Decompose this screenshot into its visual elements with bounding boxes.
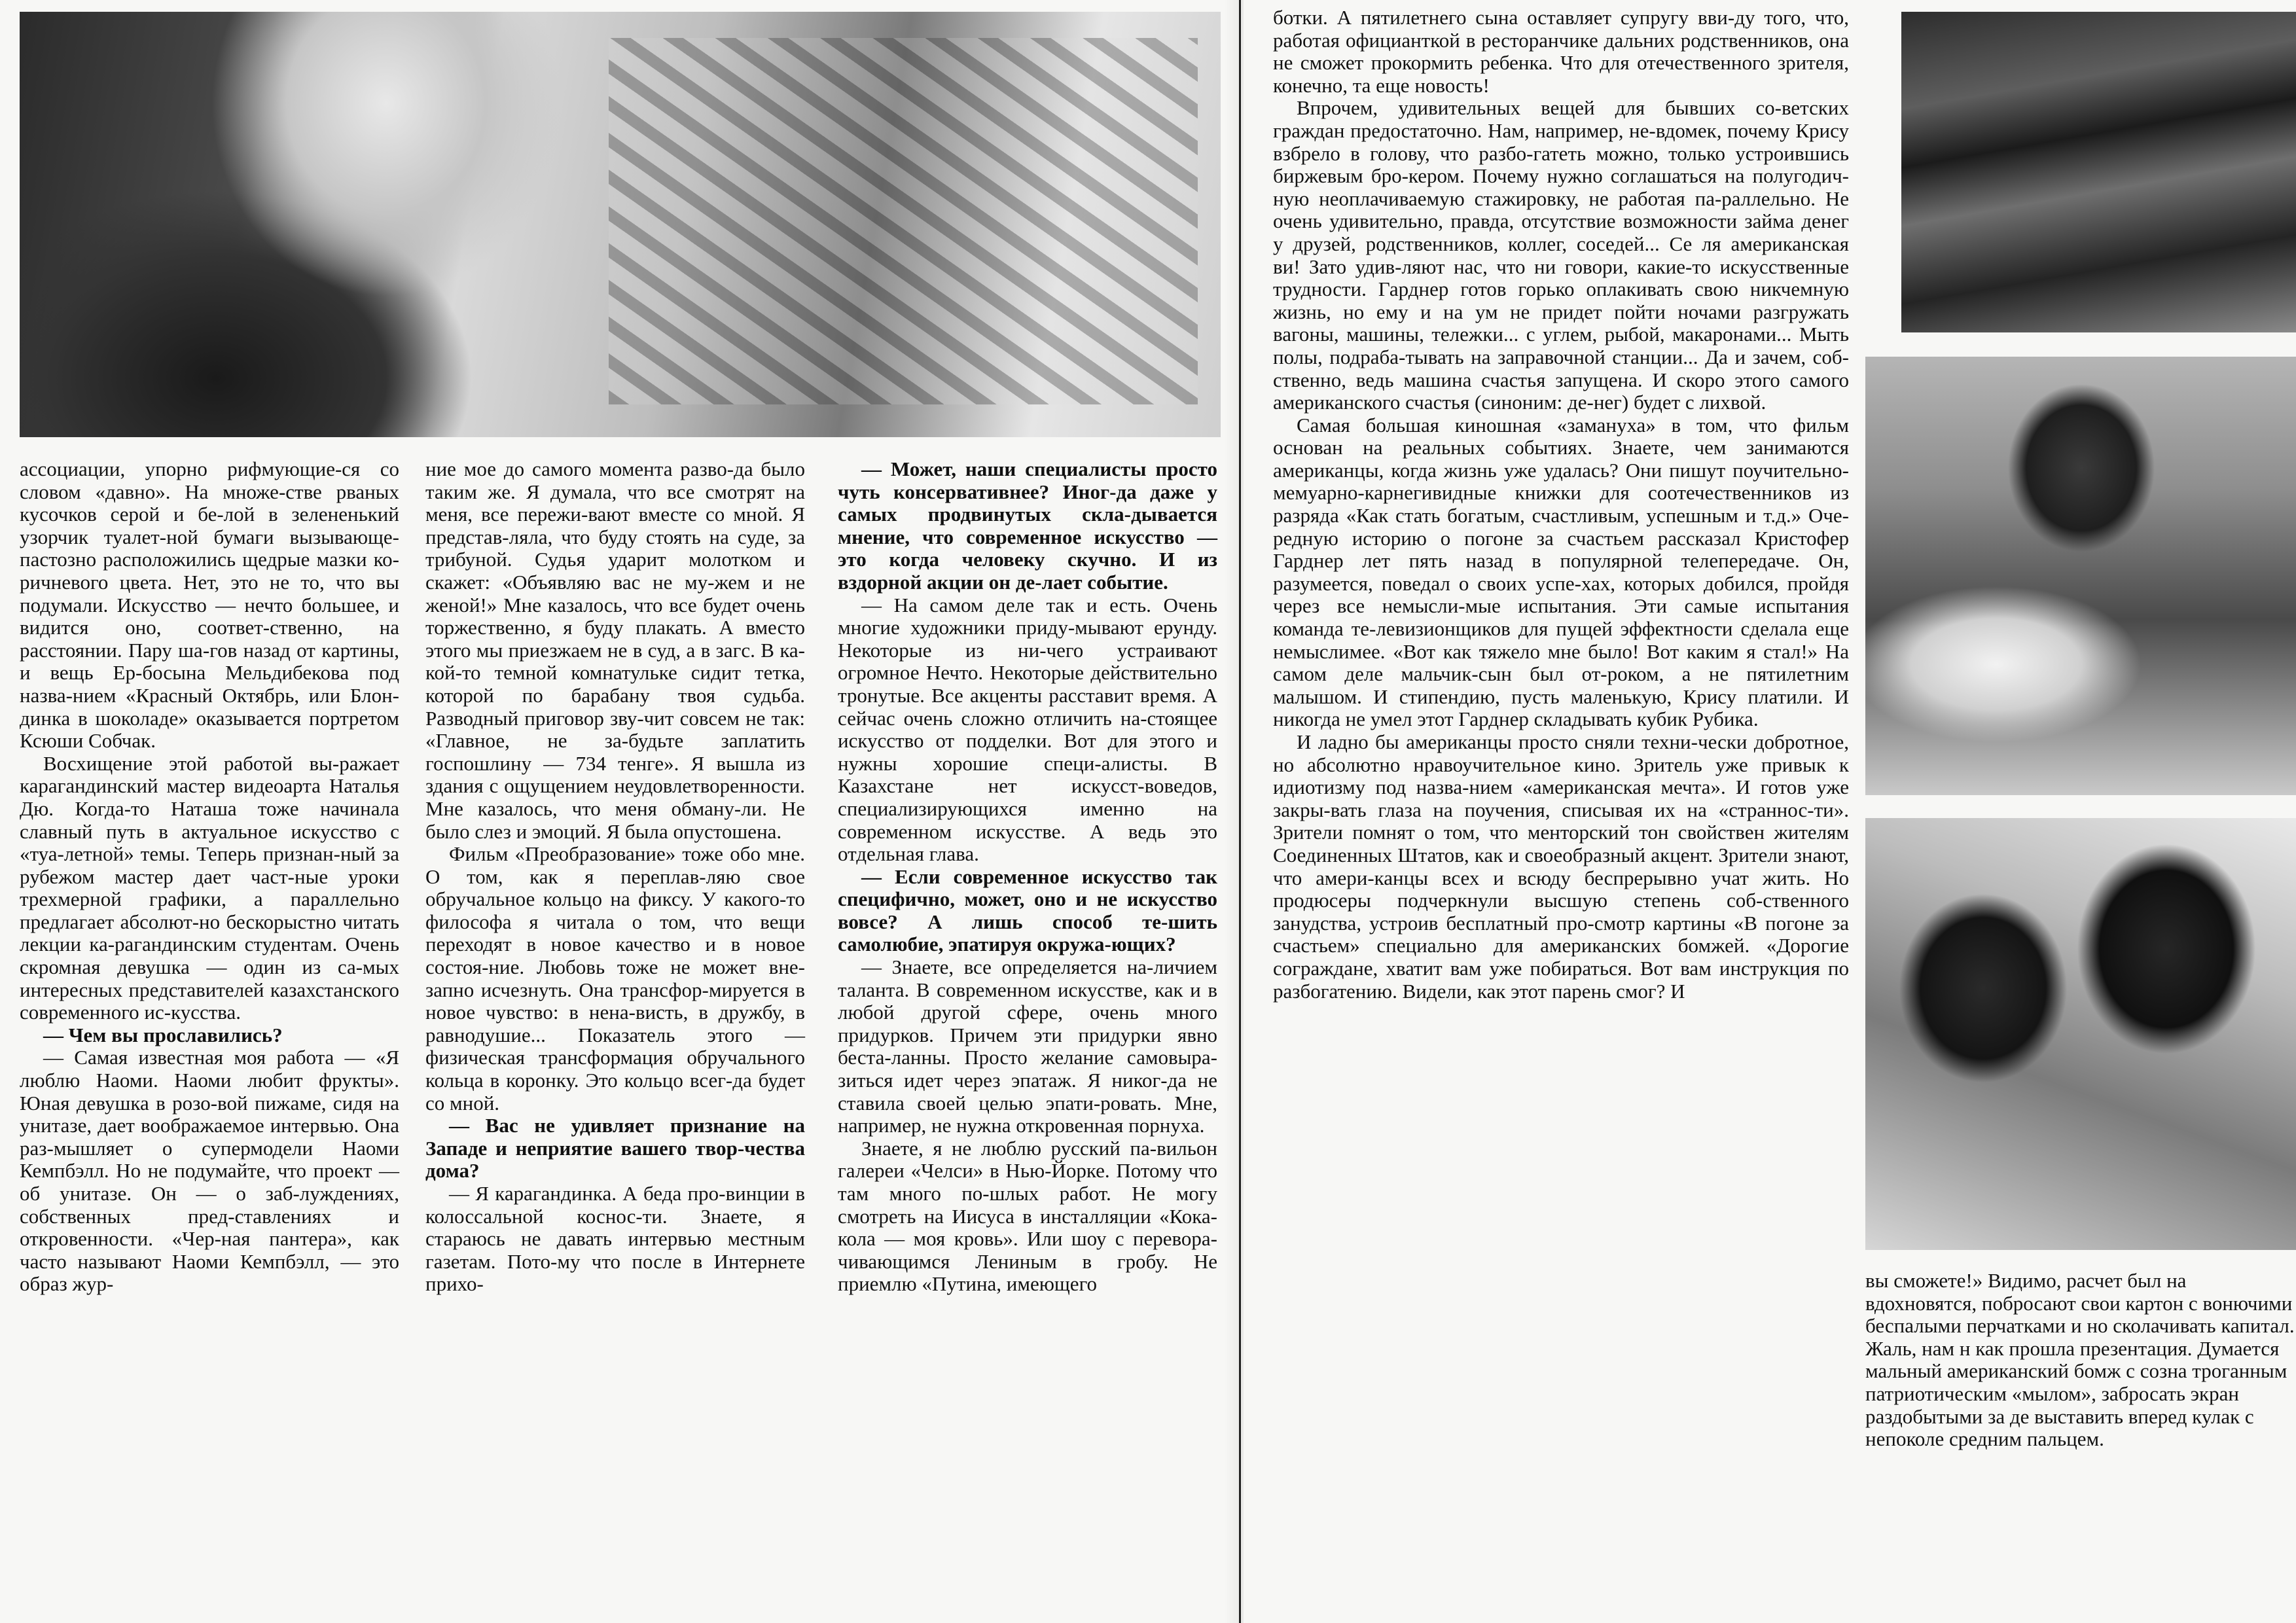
top-photo-girl [20,12,1221,437]
right-page [1247,0,2296,1623]
article-column-main [1273,7,1849,1003]
interview-question: — Вас не удивляет признание на Западе и неприятие вашего твор-чества дома? [425,1114,805,1183]
article-paragraph: Восхищение этой работой вы-ражает карагандинский мастер видеоарта Наталья Дю. Когда-то Наташа тоже начинала славный путь в актуальное искусство с «туа-летной» темы. Теперь признан-ный за рубежом мастер дает част-ные уроки трехмерной графики, а параллельно предлагает абсолют-но бескорыстно читать лекции ка-рагандинским студентам. Очень скромная девушка — один из са-мых интересных представителей казахстанского современного ис-кусства. [20,751,399,1024]
interview-question: — Чем вы прославились? [43,1023,283,1046]
article-paragraph: вы сможете!» Видимо, расчет был на вдохновятся, побросают свои картон с вонючими беспалыми перчатками и но сколачивать капитал. Жаль, нам н как прошла презентация. Думается мальный американский бомж с созна троганным патриотическим «мылом», забросать экран раздобытыми за де выставить вперед кулак с непоколе средним пальцем. [1865,1270,2295,1451]
article-paragraph: ботки. А пятилетнего сына оставляет супругу вви-ду того, что, работая официанткой в ресторанчике дальних родственников, она не сможет прокормить ребенка. Что для отечественного зрителя, конечно, та еще новость! [1273,6,1849,97]
article-column-1 [20,458,399,1296]
article-paragraph: Впрочем, удивительных вещей для бывших со-ветских граждан предостаточно. Нам, например, не-вдомек, почему Крису взбрело в голову, что разбо-гатеть можно, только устроившись биржевым бро-кером. Почему нужно соглашаться на полугодич-ную неоплачиваемую стажировку, не работая па-раллельно. Не очень удивительно, правда, отсутствие возможности займа денег у друзей, родственников, коллег, соседей... Се ля американская ви! Зато удив-ляют нас, что ни говори, какие-то искусственные трудности. Гарднер готов горько оплакивать свою никчемную жизнь, но ему и на ум не придет пойти ночами разгружать вагоны, машины, тележки... с углем, рыбой, макаронами... Мыть полы, подраба-тывать на заправочной станции... Да и зачем, соб-ственно, ведь машина счастья запущена. И скоро этого самого американского счастья (синоним: де-нег) будет с лихвой. [1273,96,1849,414]
photo-bench-child [1901,12,2296,332]
article-column-3 [838,458,1217,1296]
article-paragraph: ассоциации, упорно рифмующие-ся со словом «давно». На множе-стве рваных кусочков серой и бе-лой в зелененький узорчик туалет-ной бумаги вызывающе-пастозно расположились щедрые мазки ко-ричневого цвета. Нет, это не то, что вы подумали. Искусство — нечто большее, и видится оно, соответ-ственно, на расстоянии. Пару ша-гов назад от картины, и вещь Ер-босына Мельдибекова под назва-нием «Красный Октябрь, или Блон-динка в шоколаде» оказывается портретом Ксюши Собчак. [20,457,399,753]
interview-question: — Если современное искусство так специфично, может, оно и не искусство вовсе? А лишь способ те-шить самолюбие, эпатируя окружа-ющих? [838,865,1217,956]
article-paragraph: Самая большая киношная «замануха» в том, что фильм основан на реальных событиях. Знаете, чем занимаются американцы, когда жизнь уже удалась? Они пишут поучительно-мемуарно-карнегивидные книжки для соотечественников из разряда «Как стать богатым, счастливым, успешным и т.д.» Оче-редную историю о погоне за счастьем рассказал Кристофер Гарднер лет пять назад в популярной телепередаче. Он, разумеется, поведал о своих успе-хах, которых добился, пройдя через все немысли-мые испытания. Эти самые испытания команда те-левизионщиков для пущей эффектности сделала еще немыслимее. «Вот как тяжело мне было! Вот каким я стал!» На самом деле мальчик-сын был от-роком, а не пятилетним малышом. И стипендию, пусть маленькую, Крису платили. И никогда не умел этот Гарднер складывать кубик Рубика. [1273,413,1849,731]
page-divider [1239,0,1241,1623]
article-paragraph: И ладно бы американцы просто сняли техни-чески добротное, но абсолютно нравоучительное кино. Зритель уже привык к идиотизму под назва-нием «американская мечта». И готов уже закры-вать глаза на поучения, списывая их на «страннос-ти». Зрители помнят о том, что менторский тон свойствен жителям Соединенных Штатов, как и своеобразный акцент. Зрители знают, что амери-канцы всех и всюду беспрерывно учат жить. Но продюсеры подчеркнули высшую степень соб-ственного занудства, устроив бесплатный про-смотр картины «В погоне за счастьем» специально для американских бомжей. «Дорогие сограждане, хватит вам уже побираться. Вот вам инструкция по разбогатению. Видели, как этот парень смог? И [1273,730,1849,1003]
article-paragraph: Фильм «Преобразование» тоже обо мне. О том, как я переплав-ляю свое обручальное кольцо на фиксу. У какого-то философа я читала о том, что вещи переходят в новое качество и в новое состоя-ние. Любовь тоже не может вне-запно исчезнуть. Она трансфор-мируется в новое чувство: в нена-висть, в дружбу, в равнодушие... Показатель этого — физическая трансформация обручального кольца в коронку. Это кольцо всег-да будет со мной. [425,842,805,1115]
article-paragraph: Знаете, я не люблю русский па-вильон галереи «Челси» в Нью-Йорке. Потому что там много по-шлых работ. Не могу смотреть на Иисуса в инсталляции «Кока-кола — моя кровь». Или шоу с перевора-чивающимся Лениным в гробу. Не приемлю «Путина, имеющего [838,1136,1217,1296]
article-paragraph: ние мое до самого момента разво-да было таким же. Я думала, что все смотрят на меня, все пережи-вают вместе со мной. Я представ-ляла, что буду стоять на суде, за трибуной. Судья ударит молотком и скажет: «Объявляю вас не му-жем и не женой!» Мне казалось, что все будет очень торжественно, я буду плакать. А вместо этого мы приезжаем не в суд, а в загс. В ка-кой-то темной комнатульке сидит тетка, которой по барабану твоя судьба. Разводный приговор зву-чит совсем не так: «Главное, не за-будьте заплатить госпошлину — 734 тенге». Я вышла из здания с ощущением неудовлетворенности. Мне казалось, что меня обману-ли. Не было слез и эмоций. Я была опустошена. [425,457,805,843]
article-paragraph: — Я карагандинка. А беда про-винции в колоссальной коснос-ти. Знаете, я стараюсь не давать интервью местным газетам. Пото-му что после в Интернете прихо- [425,1182,805,1296]
article-paragraph: — Самая известная моя работа — «Я люблю Наоми. Наоми любит фрукты». Юная девушка в розо-вой пижаме, сидя на унитазе, дает воображаемое интервью. Она раз-мышляет о супермодели Наоми Кемпбэлл. Но не подумайте, что проект — об унитазе. Он — о заб-луждениях, собственных пред-ставлениях и откровенности. «Чер-ная пантера», как часто называют Наоми Кемпбэлл, — это образ жур- [20,1046,399,1296]
photo-father-son [1865,818,2296,1250]
article-paragraph: — Знаете, все определяется на-личием таланта. В современном искусстве, как и в любой другой сфере, очень много придурков. Причем эти придурки явно беста-ланны. Просто желание самовыра-зиться идет через эпатаж. Я никог-да не ставила своей целью эпати-ровать. Мне, например, не нужна откровенная порнуха. [838,955,1217,1137]
photo-father-reading [1865,357,2296,795]
interview-question: — Может, наши специалисты просто чуть консервативнее? Иног-да даже у самых продвинутых скла-дывается мнение, что современное искусство — это когда человеку скучно. И из вздорной акции он де-лает событие. [838,457,1217,594]
article-paragraph: — На самом деле так и есть. Очень многие художники приду-мывают ерунду. Некоторые из ни-чего устраивают огромное Нечто. Некоторые действительно тронутые. Все акценты расставит время. А сейчас очень сложно отличить на-стоящее искусство от подделки. Вот для этого и нужны хорошие специ-алисты. В Казахстане нет искусст-воведов, специализирующихся именно на современном искусстве. А ведь это отдельная глава. [838,593,1217,866]
article-column-2 [425,458,805,1296]
article-column-small [1865,1270,2296,1451]
